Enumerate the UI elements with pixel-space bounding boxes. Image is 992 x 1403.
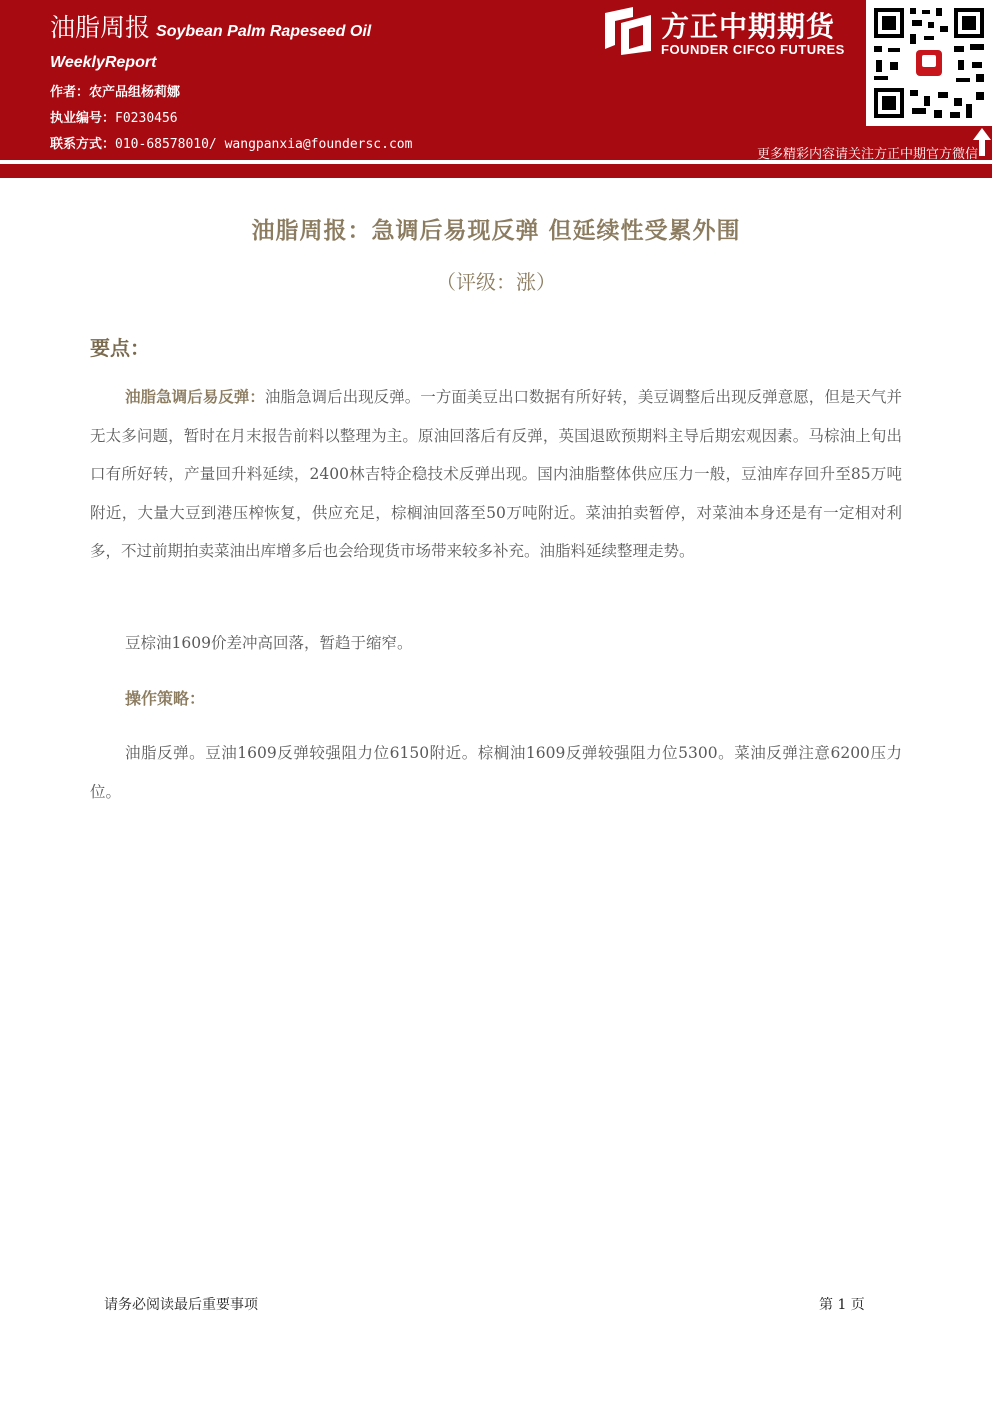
page-number: 第 1 页 [819,1297,865,1313]
paragraph-body: 油脂急调后出现反弹。一方面美豆出口数据有所好转，美豆调整后出现反弹意愿，但是天气并无太多问题，暂时在月末报告前料以整理为主。原油回落后有反弹，英国退欧预期料主导后期宏观因素。马棕油上旬出口有所好转，产量回升料延续，2400林吉特企稳技术反弹出现。国内油脂整体供应压力一般，豆油库存回升至85万吨附近，大量大豆到港压榨恢复，供应充足，棕榈油回落至50万吨附近。菜油拍卖暂停，对菜油本身还是有一定相对利多，不过前期拍卖菜油出库增多后也会给现货市场带来较多补充。油脂料延续整理走势。 [90,388,902,560]
report-title [50,8,371,44]
logo-mark-icon [603,5,655,57]
paragraph-lead: 油脂急调后易反弹： [125,388,265,406]
contact-info: 010-68578010/ wangpanxia@foundersc.com [115,137,413,152]
contact-label: 联系方式： [50,137,116,152]
contact-line [50,133,412,152]
report-subtitle: WeeklyReport [50,54,157,71]
document-title: 油脂周报：急调后易现反弹 但延续性受累外围 [251,218,741,244]
paragraph-oil-rebound [90,378,902,571]
rating: （评级：涨） [436,270,556,294]
license-label: 执业编号： [50,111,116,126]
paragraph-spread: 豆棕油1609价差冲高回落，暂趋于缩窄。 [125,634,413,652]
license-number: F0230456 [115,111,178,126]
qr-code-icon [866,0,992,126]
author-name: 农产品组杨莉娜 [89,85,181,100]
license-line [50,107,178,126]
follow-wechat-text: 更多精彩内容请关注方正中期官方微信 [756,147,978,162]
section-heading-key-points: 要点： [90,336,150,360]
author-line [50,81,180,100]
report-title-en: Soybean Palm Rapeseed Oil [156,23,372,40]
header-bottom-band [0,164,992,178]
report-title-cn: 油脂周报 [50,13,151,42]
wechat-qr-code [866,0,992,126]
strategy-heading: 操作策略： [125,689,206,708]
paragraph-strategy: 油脂反弹。豆油1609反弹较强阻力位6150附近。棕榈油1609反弹较强阻力位5300。菜油反弹注意6200压力位。 [90,744,902,801]
footer-notice: 请务必阅读最后重要事项 [104,1297,258,1313]
company-logo [603,5,845,61]
author-label: 作者： [50,85,90,100]
logo-text-cn: 方正中期期货 [661,10,836,43]
logo-text-en: FOUNDER CIFCO FUTURES [661,42,845,57]
